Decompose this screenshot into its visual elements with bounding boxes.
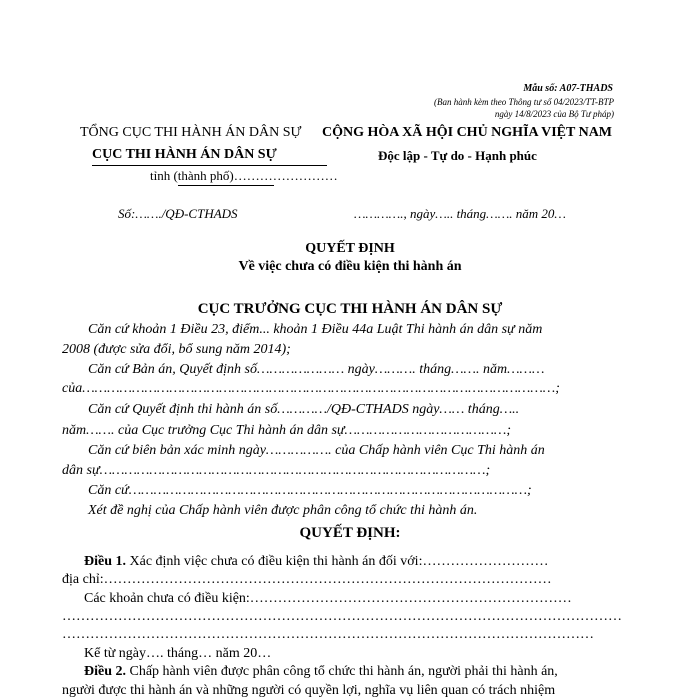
article-2-label: Điều 2. xyxy=(84,664,126,679)
basis-6: Xét đề nghị của Chấp hành viên được phân công tổ chức thi hành án. xyxy=(88,503,478,518)
province-underline xyxy=(178,185,274,186)
document-number: Số:……./QĐ-CTHADS xyxy=(118,206,238,221)
article-1-from-date: Kể từ ngày…. tháng… năm 20… xyxy=(84,646,272,661)
province-field: tỉnh (thành phố)…………………… xyxy=(150,168,338,183)
article-1-label: Điều 1. xyxy=(84,554,126,569)
form-note-line2: ngày 14/8/2023 của Bộ Tư pháp) xyxy=(494,109,614,119)
article-2-line2: người được thi hành án và những người có quyền lợi, nghĩa vụ liên quan có trách nhiệm xyxy=(62,683,556,698)
basis-4-line1: Căn cứ biên bản xác minh ngày……………. của Chấp hành viên Cục Thi hành án xyxy=(88,443,545,458)
article-1-items: Các khoản chưa có điều kiện:…………………………………………………………… xyxy=(84,591,572,606)
basis-1-line1: Căn cứ khoản 1 Điều 23, điểm... khoản 1 Điều 44a Luật Thi hành án dân sự năm xyxy=(88,322,543,337)
document-subtitle: Về việc chưa có điều kiện thi hành án xyxy=(238,259,462,274)
form-note-line1: (Ban hành kèm theo Thông tư số 04/2023/TT-BTP xyxy=(434,97,614,107)
basis-5: Căn cứ……………………………………………………………………………………; xyxy=(88,483,532,498)
article-2-text: Chấp hành viên được phân công tổ chức thi hành án, người phải thi hành án, xyxy=(126,664,558,679)
basis-3-line1: Căn cứ Quyết định thi hành án số…………/QĐ-CTHADS ngày…… tháng….. xyxy=(88,402,520,417)
basis-3-line2: năm……. của Cục trưởng Cục Thi hành án dân sự…………………………………; xyxy=(62,423,512,438)
document-date: …………., ngày….. tháng……. năm 20… xyxy=(354,206,566,221)
article-1-text: Xác định việc chưa có điều kiện thi hành án đối với:……………………… xyxy=(126,554,549,569)
article-1-line1 xyxy=(62,554,628,570)
agency-name: TỔNG CỤC THI HÀNH ÁN DÂN SỰ xyxy=(80,125,302,140)
basis-2-line2: của……………………………………………………………………………………………………; xyxy=(62,381,560,396)
form-number: Mẫu số: A07-THADS xyxy=(523,83,613,94)
department-underline xyxy=(92,165,327,166)
national-motto: Độc lập - Tự do - Hạnh phúc xyxy=(378,148,537,163)
decision-heading: QUYẾT ĐỊNH: xyxy=(299,525,401,541)
department-name: CỤC THI HÀNH ÁN DÂN SỰ xyxy=(92,147,277,162)
basis-1-line2: 2008 (được sửa đổi, bổ sung năm 2014); xyxy=(62,342,291,357)
basis-4-line2: dân sự…………………………………………………………………………………; xyxy=(62,463,491,478)
document-title: QUYẾT ĐỊNH xyxy=(305,241,395,256)
article-2-line1 xyxy=(62,664,628,680)
article-1-address: địa chỉ:…………………………………………………………………………………… xyxy=(62,572,552,587)
basis-2-line1: Căn cứ Bản án, Quyết định số………………… ngày………. tháng……. năm……… xyxy=(88,362,545,377)
authority-heading: CỤC TRƯỞNG CỤC THI HÀNH ÁN DÂN SỰ xyxy=(197,301,503,317)
article-1-dots1: ………………………………………………………………………………………………………… xyxy=(62,609,622,624)
nation-name: CỘNG HÒA XÃ HỘI CHỦ NGHĨA VIỆT NAM xyxy=(322,125,613,140)
article-1-dots2: …………………………………………………………………………………………………… xyxy=(62,627,594,642)
